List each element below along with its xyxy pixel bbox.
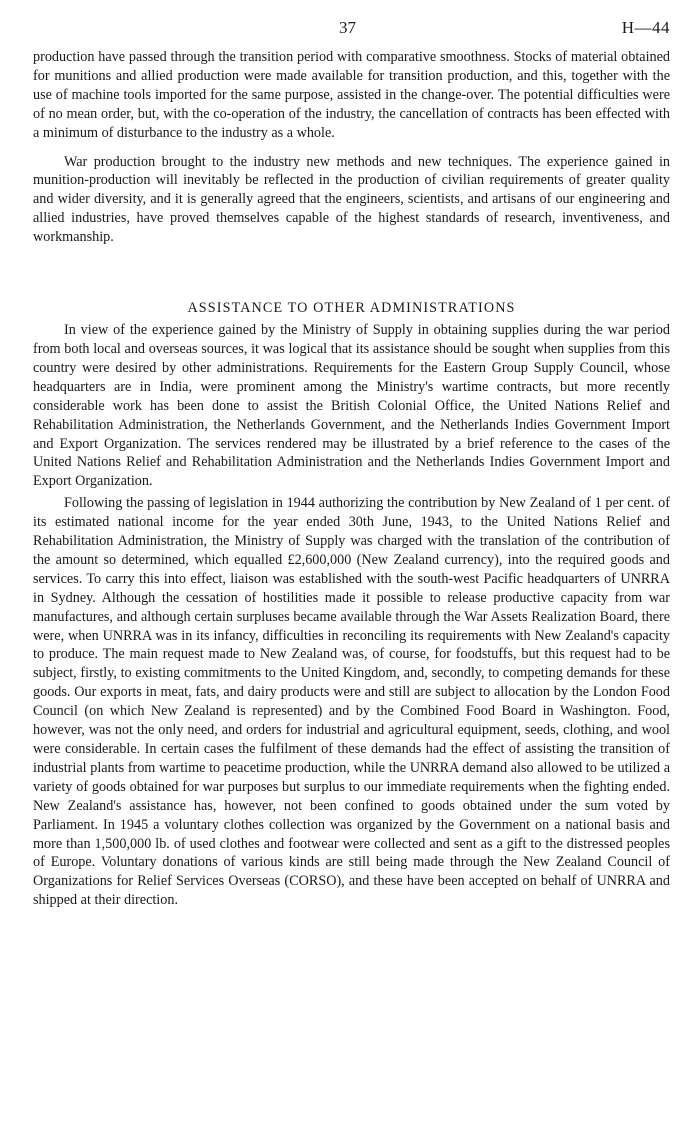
paragraph-war-production: War production brought to the industry new methods and new techniques. The experience gained in munition-production will inevitably be reflected in the production of civilian requirements of greater quality and wider diversity, and it is generally agreed that the engineers, scientists, and artisans of our engineering and allied industries, have proved themselves capable of the highest standards of research, inventiveness, and workmanship. xyxy=(33,153,670,246)
section-heading: ASSISTANCE TO OTHER ADMINISTRATIONS xyxy=(187,300,516,317)
paragraph-unrra: Following the passing of legislation in 1944 authorizing the contribution by New Zealand of 1 per cent. of its estimated national income for the year ended 30th June, 1943, to the United Nations Relief and Rehabilitation Administration, the Ministry of Supply was charged with the translation of the contribution of the amount so determined, which equalled £2,600,000 (New Zealand currency), into the required goods and services. To carry this into effect, liaison was established with the south-west Pacific headquarters of UNRRA in Sydney. Although the cessation of hostilities made it possible to release productive capacity from war manufactures, and although certain surpluses became available through the War Assets Realization Board, there were, when UNRRA was in its infancy, difficulties in reconciling its requirements with New Zealand's capacity to produce. The main request made to New Zealand was, of course, for foodstuffs, but this request had to be subject, firstly, to existing commitments to the United Kingdom, and, secondly, to competing demands for these goods. Our exports in meat, fats, and dairy products were and still are subject to allocation by the London Food Council (on which New Zealand is represented) and by the Combined Food Board in Washington. Food, however, was not the only need, and orders for industrial and agricultural equipment, seeds, clothing, and wool were considerable. In certain cases the fulfilment of these demands had the effect of assisting the transition of industrial plants from wartime to peacetime production, while the UNRRA demand also allowed to be utilized a variety of goods obtained for war purposes but surplus to our immediate requirements when the fighting ended. New Zealand's assistance has, however, not been confined to goods obtained under the sum voted by Parliament. In 1945 a voluntary clothes collection was organized by the Government on a national basis and more than 1,500,000 lb. of used clothes and footwear were collected and sent as a gift to the distressed peoples of Europe. Voluntary donations of various kinds are still being made through the New Zealand Council of Organizations for Relief Services Overseas (CORSO), and these have been accepted on behalf of UNRRA and shipped at their direction. xyxy=(33,495,670,909)
page-header xyxy=(33,18,670,48)
document-page xyxy=(33,18,670,910)
paragraph-continuation: production have passed through the transition period with comparative smoothness. Stocks of material obtained for munitions and allied production were made available for transition production, and this, together with the use of machine tools imported for the same purpose, assisted in the change-over. The potential difficulties were of no mean order, but, with the co-operation of the industry, the cancellation of contracts has been effected with a minimum of disturbance to the industry as a whole. xyxy=(33,49,670,141)
report-code: H—44 xyxy=(621,18,670,37)
page-number: 37 xyxy=(339,18,356,37)
paragraph-experience: In view of the experience gained by the Ministry of Supply in obtaining supplies during the war period from both local and overseas sources, it was logical that its assistance should be sought when supplies from this country were desired by other administrations. Requirements for the Eastern Group Supply Council, whose headquarters are in India, were prominent among the Ministry's wartime contracts, but more recently considerable work has been done to assist the British Colonial Office, the United Nations Relief and Rehabilitation Administration, the Netherlands Government, and the Netherlands Indies Government Import and Export Organization. The services rendered may be illustrated by a brief reference to the cases of the United Nations Relief and Rehabilitation Administration and the Netherlands Indies Government Import and Export Organization. xyxy=(33,322,670,490)
